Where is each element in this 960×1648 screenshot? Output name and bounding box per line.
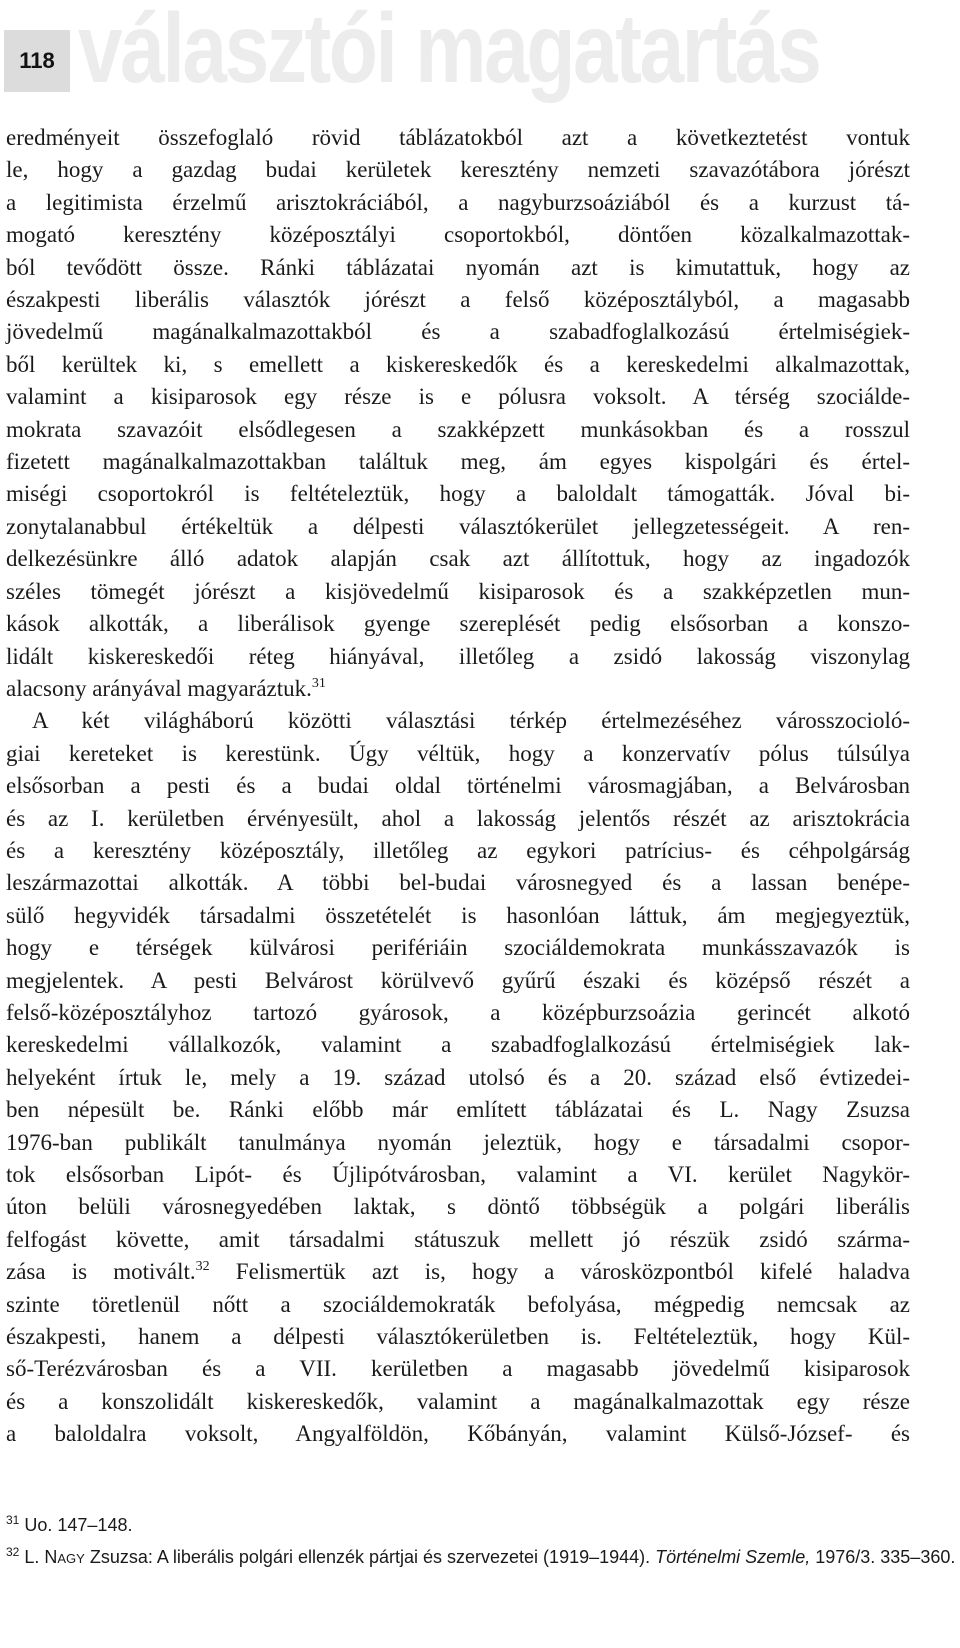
body-line: kereskedelmi vállalkozók, valamint a szabadfoglalkozású értelmiségiek lak- xyxy=(6,1032,910,1058)
running-head: választói magatartás xyxy=(78,0,820,103)
body-line: miségi csoportokról is feltételeztük, hogy a baloldalt támogatták. Jóval bi- xyxy=(6,481,910,507)
body-line: eredményeit összefoglaló rövid táblázatokból azt a következtetést vontuk xyxy=(6,125,910,150)
page-number: 118 xyxy=(4,30,70,92)
body-line: szinte töretlenül nőtt a szociáldemokraták befolyása, mégpedig nemcsak az xyxy=(6,1291,910,1317)
body-line: tok elsősorban Lipót- és Újlipótvárosban, valamint a VI. kerület Nagykör- xyxy=(6,1162,910,1187)
body-line: 1976-ban publikált tanulmánya nyomán jeleztük, hogy e társadalmi csopor- xyxy=(6,1129,910,1155)
body-line: hogy e térségek külvárosi perifériáin szociáldemokrata munkásszavazók is xyxy=(6,935,910,961)
body-line: felső-középosztályhoz tartozó gyárosok, a középburzsoázia gerincét alkotó xyxy=(6,999,910,1025)
footnote-32 xyxy=(6,1541,956,1573)
body-line: a baloldalra voksolt, Angyalföldön, Kőbányán, valamint Külső-József- és xyxy=(6,1421,910,1447)
footnote-title: Zsuzsa: A liberális polgári ellenzék pártjai és szervezetei (1919–1944). xyxy=(84,1547,656,1567)
body-line-text-continued: Felismertük azt is, hogy a városközpontból kifelé haladva xyxy=(209,1259,911,1285)
body-line: úton belüli városnegyedében laktak, s döntő többségük a polgári liberális xyxy=(6,1194,910,1220)
footnote-31 xyxy=(6,1509,910,1541)
footnote-ref-32[interactable]: 32 xyxy=(195,1259,210,1275)
body-line: giai kereteket is kerestünk. Úgy véltük, hogy a konzervatív pólus túlsúlya xyxy=(6,740,910,766)
body-line: le, hogy a gazdag budai kerületek keresztény nemzeti szavazótábora jórészt xyxy=(6,157,910,183)
body-line: helyeként írtuk le, mely a 19. század utolsó és a 20. század első évtizedei- xyxy=(6,1064,910,1090)
body-line: ból tevődött össze. Ránki táblázatai nyomán azt is kimutattuk, hogy az xyxy=(6,254,910,280)
body-line: ben népesült be. Ránki előbb már említett táblázatai és L. Nagy Zsuzsa xyxy=(6,1097,910,1123)
body-line: és az I. kerületben érvényesült, ahol a lakosság jelentős részét az arisztokrácia xyxy=(6,805,910,831)
body-line: jövedelmű magánalkalmazottakból és a szabadfoglalkozású értelmiségiek- xyxy=(6,319,910,345)
body-line: sülő hegyvidék társadalmi összetételét is hasonlóan láttuk, ám megjegyeztük, xyxy=(6,902,910,928)
body-line: valamint a kisiparosok egy része is e pólusra voksolt. A térség szociálde- xyxy=(6,384,910,410)
body-line: északpesti, hanem a délpesti választókerületben is. Feltételeztük, hogy Kül- xyxy=(6,1324,910,1350)
page-header xyxy=(0,0,960,120)
body-line: fizetett magánalkalmazottakban találtuk meg, ám egyes kispolgári és értel- xyxy=(6,449,910,475)
body-text xyxy=(6,122,910,1451)
footnote-author-initial: L. xyxy=(24,1547,45,1567)
footnotes xyxy=(6,1509,956,1573)
body-line: széles tömegét jórészt a kisjövedelmű kisiparosok és a szakképzetlen mun- xyxy=(6,578,910,604)
body-line: megjelentek. A pesti Belvárost körülvevő gyűrű északi és középső részét a xyxy=(6,967,910,993)
body-line: mogató keresztény középosztályi csoportokból, döntően közalkalmazottak- xyxy=(6,222,910,248)
footnote-ref-31[interactable]: 31 xyxy=(311,675,326,691)
body-line: lidált kiskereskedői réteg hiányával, illetőleg a zsidó lakosság viszonylag xyxy=(6,643,910,669)
footnote-journal: Történelmi Szemle, xyxy=(655,1547,811,1567)
body-line: zonytalanabbul értékeltük a délpesti választókerület jellegzetességeit. A ren- xyxy=(6,513,910,539)
body-line: északpesti liberális választók jórészt a felső középosztályból, a magasabb xyxy=(6,287,910,313)
body-line: ső-Terézvárosban és a VII. kerületben a magasabb jövedelmű kisiparosok xyxy=(6,1356,910,1382)
footnote-author-surname: Nagy xyxy=(44,1547,85,1567)
footnote-number: 32 xyxy=(6,1545,20,1559)
body-line: és a konszolidált kiskereskedők, valamint a magánalkalmazottak egy része xyxy=(6,1388,910,1414)
body-line: mokrata szavazóit elsődlegesen a szakképzett munkásokban és a rosszul xyxy=(6,416,910,442)
body-line: delkezésünkre álló adatok alapján csak azt állítottuk, hogy az ingadozók xyxy=(6,546,910,572)
body-line-with-footnote xyxy=(6,673,910,705)
footnote-issue: 1976/3. 335–360. xyxy=(810,1547,956,1567)
body-line: kások alkották, a liberálisok gyenge szereplését pedig elsősorban a konszo- xyxy=(6,611,910,637)
body-line-text: zása is motivált. xyxy=(6,1259,196,1285)
body-line-text: alacsony arányával magyaráztuk. xyxy=(6,675,312,701)
footnote-text: Uo. 147–148. xyxy=(24,1515,133,1535)
body-line: a legitimista érzelmű arisztokráciából, a nagyburzsoáziából és a kurzust tá- xyxy=(6,189,910,215)
footnote-number: 31 xyxy=(6,1513,20,1527)
paragraph-first-line: A két világháború közötti választási térkép értelmezéséhez városszocioló- xyxy=(32,708,910,734)
body-line: és a keresztény középosztály, illetőleg az egykori patrícius- és céhpolgárság xyxy=(6,837,910,863)
body-line: elsősorban a pesti és a budai oldal történelmi városmagjában, a Belvárosban xyxy=(6,773,910,799)
body-line-with-footnote xyxy=(6,1256,910,1288)
body-line: leszármazottai alkották. A többi bel-budai városnegyed és a lassan benépe- xyxy=(6,870,910,896)
body-line: felfogást követte, amit társadalmi státuszuk mellett jó részük zsidó szárma- xyxy=(6,1226,910,1252)
body-line: ből kerültek ki, s emellett a kiskereskedők és a kereskedelmi alkalmazottak, xyxy=(6,351,910,377)
